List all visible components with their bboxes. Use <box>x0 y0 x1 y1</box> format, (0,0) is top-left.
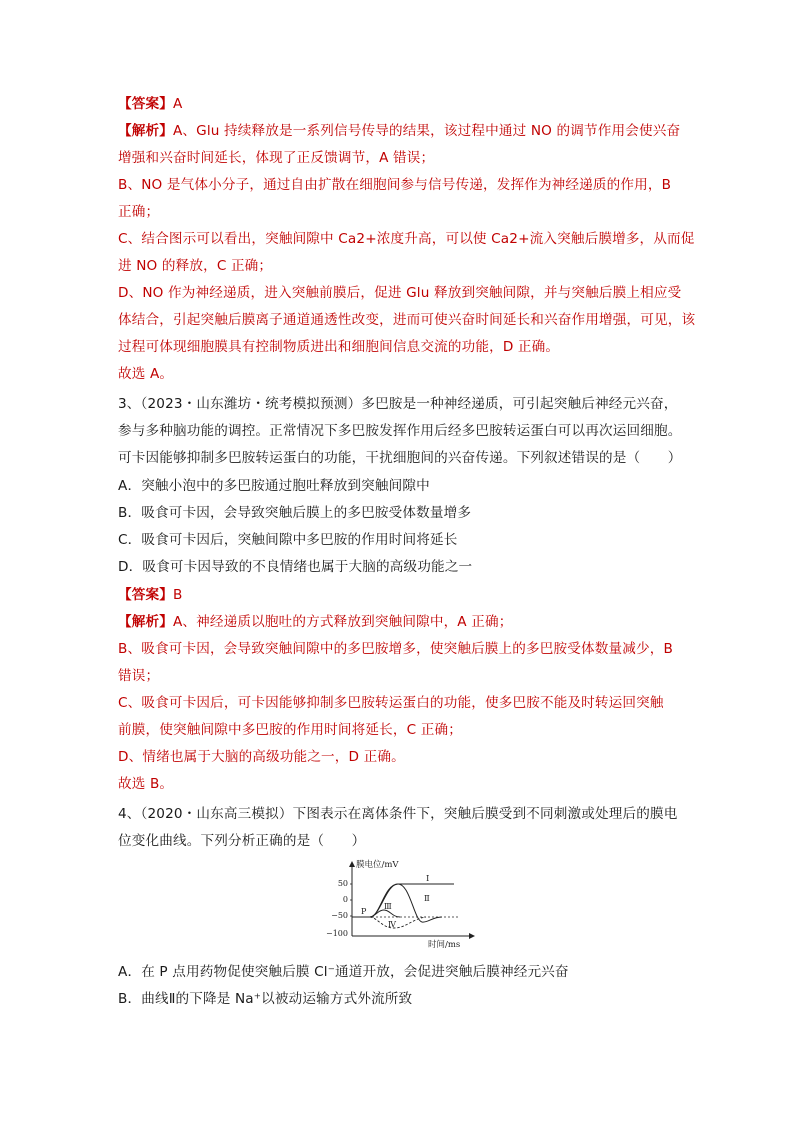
curve-iv <box>370 917 426 928</box>
x-axis-label: 时间/ms <box>428 940 461 950</box>
q3-analysis-line-7: 故选 B。 <box>118 776 174 792</box>
curve-label-iii: Ⅲ <box>384 902 392 911</box>
answer-tag: 【答案】 <box>118 96 173 112</box>
analysis-text: A、Glu 持续释放是一系列信号传导的结果，该过程中通过 NO 的调节作用会使兴奋 <box>172 123 681 139</box>
q3-stem-line-1: 3、（2023・山东潍坊・统考模拟预测）多巴胺是一种神经递质，可引起突触后神经元兴奋， <box>118 396 678 412</box>
answer-value: A <box>172 96 183 112</box>
q2-analysis-line-6: 进 NO 的释放，C 正确； <box>118 258 273 274</box>
q3-analysis-line-5: 前膜，使突触间隙中多巴胺的作用时间将延长，C 正确； <box>118 722 462 738</box>
q3-analysis-line-6: D、情绪也属于大脑的高级功能之一，D 正确。 <box>118 749 405 765</box>
q2-analysis-line-4: 正确； <box>118 204 160 220</box>
q3-analysis-line-3: 错误； <box>118 668 160 684</box>
analysis-tag: 【解析】 <box>118 123 173 139</box>
answer-value: B <box>172 587 183 603</box>
q3-option-d: D．吸食可卡因导致的不良情绪也属于大脑的高级功能之一 <box>118 559 473 575</box>
q3-analysis-line-4: C、吸食可卡因后，可卡因能够抑制多巴胺转运蛋白的功能，使多巴胺不能及时转运回突触 <box>118 695 664 711</box>
q3-option-c: C．吸食可卡因后，突触间隙中多巴胺的作用时间将延长 <box>118 532 458 548</box>
curve-iii <box>370 910 400 917</box>
q2-analysis-line-3: B、NO 是气体小分子，通过自由扩散在细胞间参与信号传递，发挥作为神经递质的作用，B <box>118 177 672 193</box>
y-tick-label: 50 <box>337 879 348 888</box>
q3-option-a: A．突触小泡中的多巴胺通过胞吐释放到突触间隙中 <box>118 478 430 494</box>
q3-analysis-line-2: B、吸食可卡因，会导致突触间隙中的多巴胺增多，使突触后膜上的多巴胺受体数量减少，B <box>118 641 673 657</box>
membrane-potential-figure <box>318 856 478 951</box>
y-tick-label: −50 <box>331 911 348 920</box>
q2-analysis-line-9: 过程可体现细胞膜具有控制物质进出和细胞间信息交流的功能，D 正确。 <box>118 339 560 355</box>
q3-answer-line <box>118 585 182 605</box>
analysis-tag: 【解析】 <box>118 614 173 630</box>
q4-option-b: B．曲线Ⅱ的下降是 Na⁺以被动运输方式外流所致 <box>118 991 413 1007</box>
curve-label-ii: Ⅱ <box>424 894 430 904</box>
q2-analysis-line-7: D、NO 作为神经递质，进入突触前膜后，促进 Glu 释放到突触间隙，并与突触后膜上相应受 <box>118 285 682 301</box>
y-tick-label: 0 <box>342 895 348 904</box>
y-axis-label: 膜电位/mV <box>356 860 399 870</box>
curve-label-i: Ⅰ <box>426 874 430 884</box>
q2-analysis-line-8: 体结合，引起突触后膜离子通道通透性改变，进而可使兴奋时间延长和兴奋作用增强，可见，该 <box>118 312 696 328</box>
q2-analysis-line-2: 增强和兴奋时间延长，体现了正反馈调节，A 错误； <box>118 150 435 166</box>
q4-stem-line-1: 4、（2020・山东高三模拟）下图表示在离体条件下，突触后膜受到不同刺激或处理后的膜电 <box>118 806 678 822</box>
q2-analysis-line-5: C、结合图示可以看出，突触间隙中 Ca2+浓度升高，可以使 Ca2+流入突触后膜增多，从而促 <box>118 231 695 247</box>
y-tick-label: −100 <box>326 929 348 938</box>
q3-option-b: B．吸食可卡因，会导致突触后膜上的多巴胺受体数量增多 <box>118 505 472 521</box>
membrane-potential-diagram <box>318 856 478 951</box>
q4-stem-line-2: 位变化曲线。下列分析正确的是（ ） <box>118 833 366 849</box>
q2-analysis-line-1 <box>118 121 680 141</box>
curve-i <box>352 884 454 917</box>
q3-stem-line-3: 可卡因能够抑制多巴胺转运蛋白的功能，干扰细胞间的兴奋传递。下列叙述错误的是（ ） <box>118 450 682 466</box>
point-p-label: P <box>361 907 367 916</box>
q2-answer-line <box>118 94 182 114</box>
analysis-text: A、神经递质以胞吐的方式释放到突触间隙中，A 正确； <box>172 614 513 630</box>
curve-label-iv: Ⅳ <box>388 920 396 929</box>
q3-stem-line-2: 参与多种脑功能的调控。正常情况下多巴胺发挥作用后经多巴胺转运蛋白可以再次运回细胞。 <box>118 423 682 439</box>
answer-tag: 【答案】 <box>118 587 173 603</box>
q4-option-a: A．在 P 点用药物促使突触后膜 Cl⁻通道开放，会促进突触后膜神经元兴奋 <box>118 964 569 980</box>
q2-analysis-line-10: 故选 A。 <box>118 366 174 382</box>
q3-analysis-line-1 <box>118 612 512 632</box>
